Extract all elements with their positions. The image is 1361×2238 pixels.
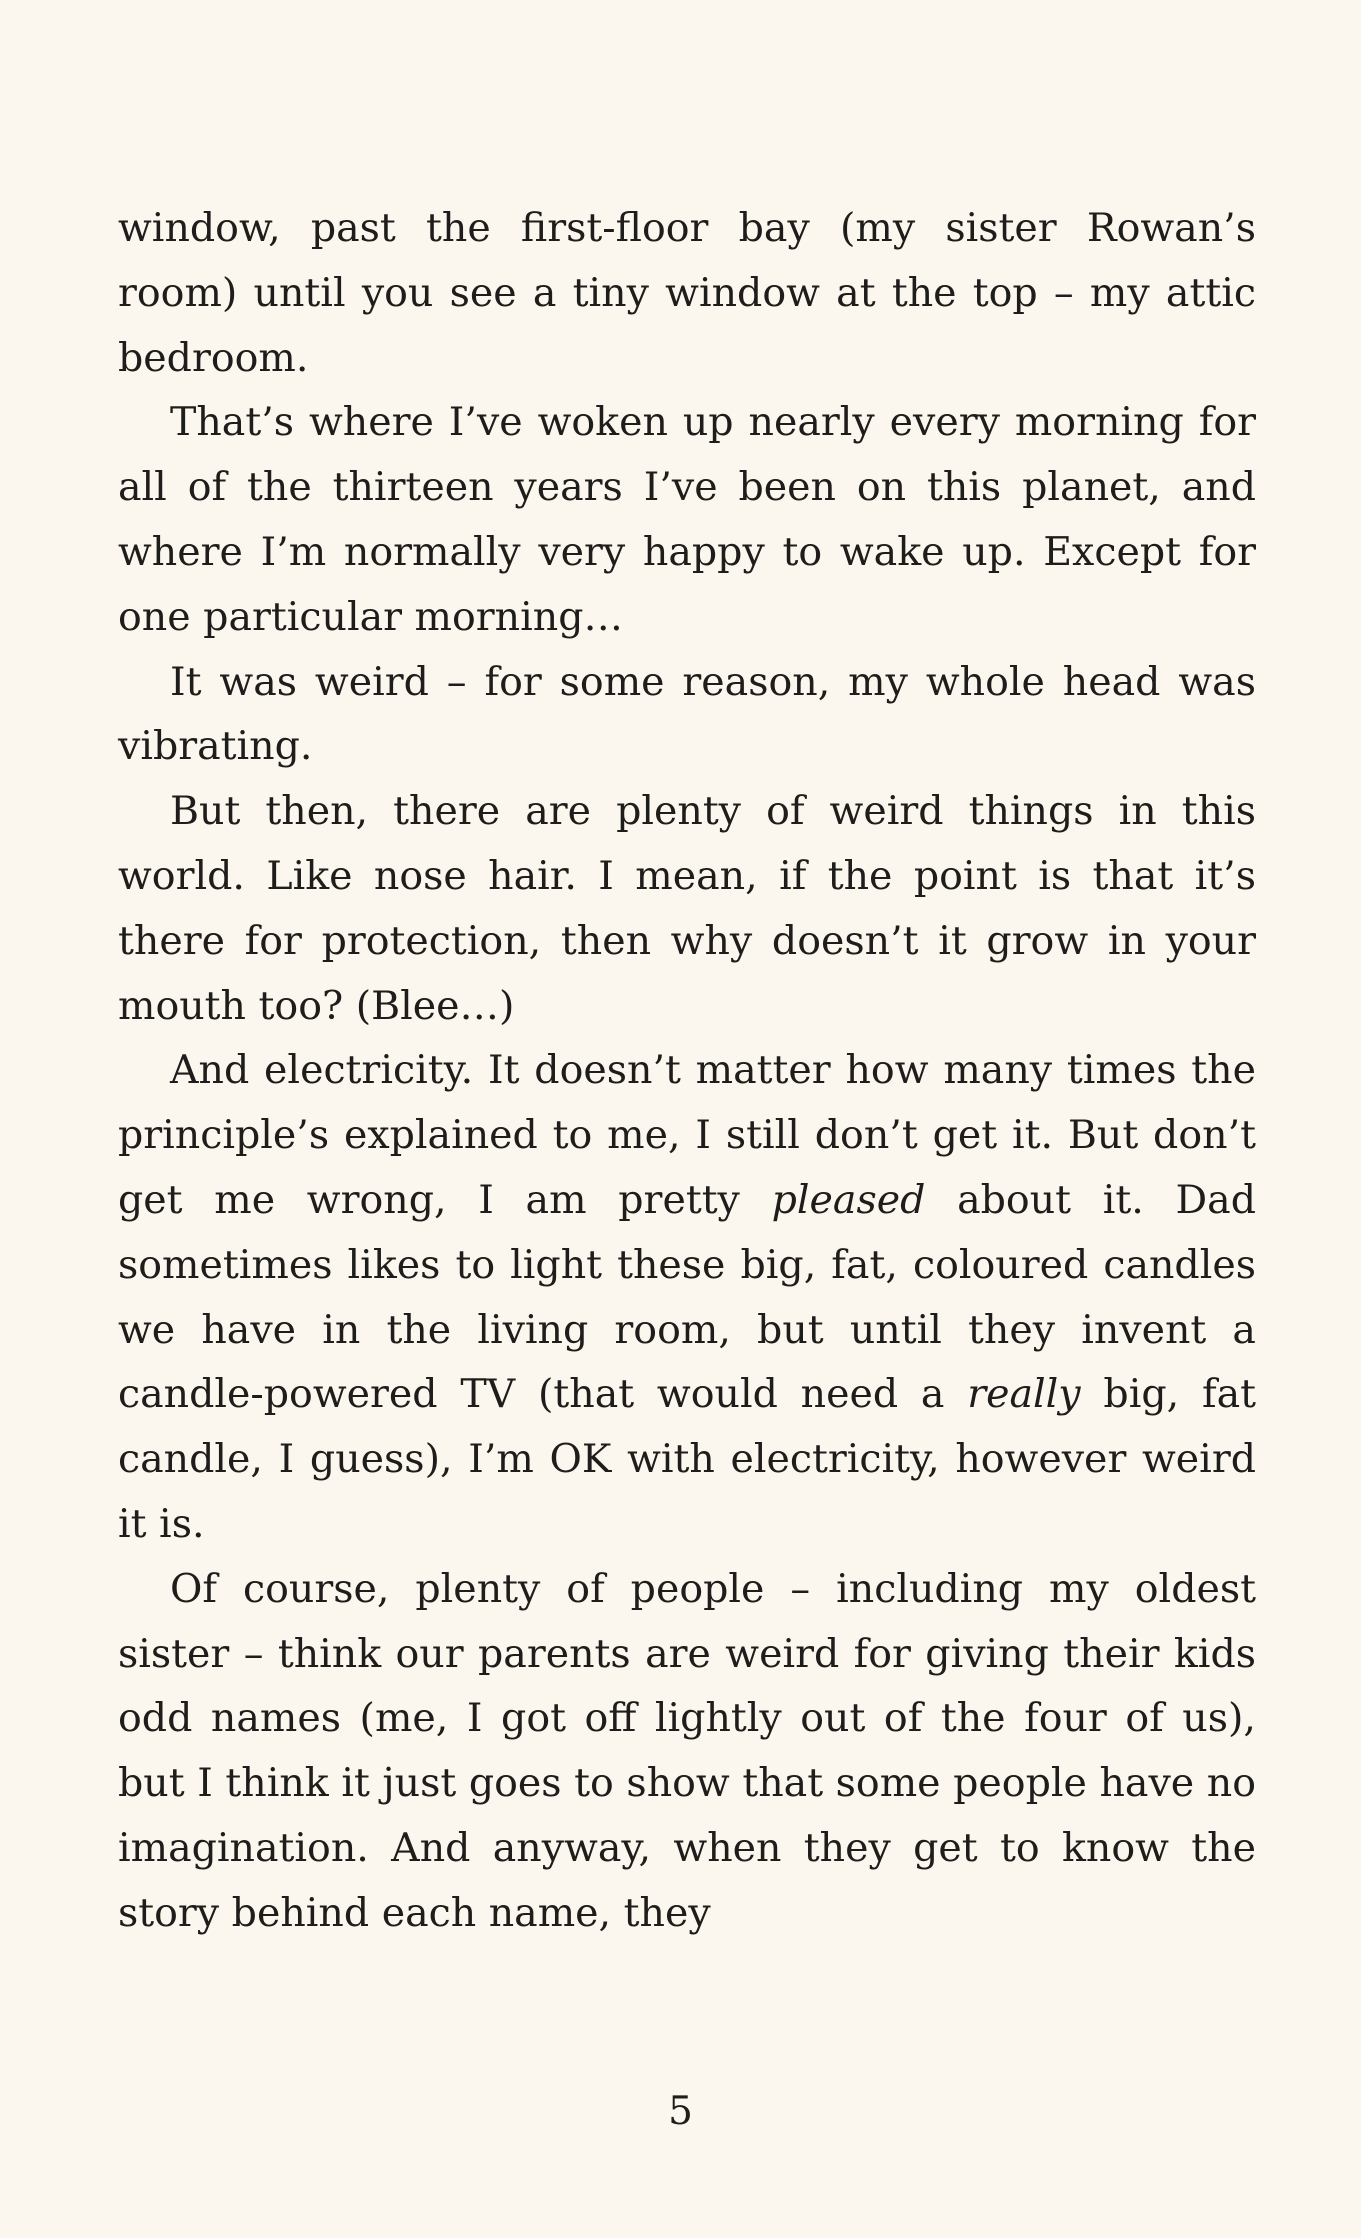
paragraph-2: That’s where I’ve woken up nearly every morning for all of the thirteen years I’ve been on this planet, and where I’m normally very happy to wake up. Except for one particular morning… (118, 399, 1256, 640)
paragraph-4: But then, there are plenty of weird things in this world. Like nose hair. I mean, if the point is that it’s there for protection, then why doesn’t it grow in your mouth too? (Blee…) (118, 788, 1256, 1029)
paragraph-1: window, past the first-floor bay (my sister Rowan’s room) until you see a tiny window at the top – my attic bedroom. (118, 205, 1256, 381)
emphasis-really: really (967, 1371, 1081, 1418)
emphasis-pleased: pleased (771, 1176, 926, 1223)
paragraph-5-text-b: about it. Dad sometimes likes to light these big, fat, coloured candles we have in the living room, but until they invent a candle-powered TV (that would need a (118, 1176, 1256, 1418)
paragraph-6: Of course, plenty of people – including my oldest sister – think our parents are weird for giving their kids odd names (me, I got off lightly out of the four of us), but I think it just goes to show that some people have no imagination. And anyway, when they get to know the story behind each name, they (118, 1565, 1256, 1936)
paragraph-5-text-c: big, fat candle, I guess), I’m OK with electricity, however weird it is. (118, 1371, 1256, 1547)
paragraph-5 (118, 1038, 1256, 1556)
body-text (118, 196, 1256, 1946)
page-number: 5 (668, 2089, 693, 2134)
paragraph-3: It was weird – for some reason, my whole head was vibrating. (118, 658, 1256, 770)
paragraph-5-text-a: And electricity. It doesn’t matter how many times the principle’s explained to me, I still don’t get it. But don’t get me wrong, I am pretty (118, 1047, 1256, 1223)
